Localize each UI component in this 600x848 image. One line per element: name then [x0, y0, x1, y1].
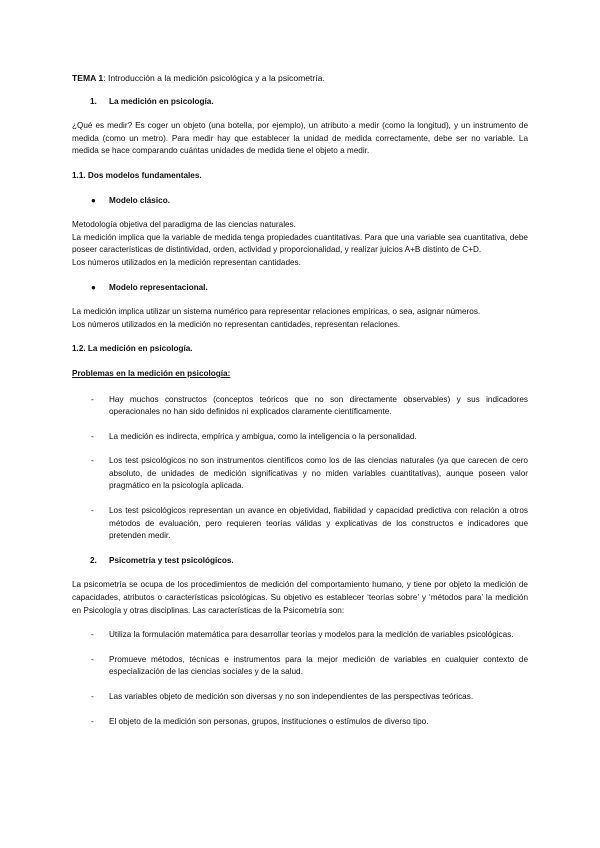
section-heading-text: La medición en psicología. — [109, 96, 214, 106]
intro-paragraph: ¿Qué es medir? Es coger un objeto (una botella, por ejemplo), un atributo a medir (como la longitud), y un instrumento de medida (como un metro). Para medir hay que establecer la unidad de medida correctamente, debe ser no variable. La medida se hace comparando cuántas unidades de medida tiene el objeto a medir. — [72, 121, 528, 156]
section-1-1-heading: 1.1. Dos modelos fundamentales. — [72, 170, 202, 180]
document-title — [72, 72, 528, 85]
list-item — [72, 691, 528, 704]
dash-marker: - — [91, 630, 94, 640]
paragraph-line: La medición implica que la variable de medida tenga propiedades cuantitativas. Para que una variable sea cuantitativa, debe poseer características de distintividad, orden, actividad y proporcionalidad, y realizar juicios A+B distinto de C+D. — [72, 232, 528, 255]
paragraph-line: La medición implica utilizar un sistema numérico para representar relaciones empíricas, o sea, asignar números. — [72, 307, 481, 317]
psychometrics-paragraph: La psicometría se ocupa de los procedimientos de medición del comportamiento humano, y tiene por objeto la medición de capacidades, atributos o características psicológicas. Su objetivo es establecer ‘teorías sobre’ y ‘métodos para’ la medición en Psicología y otras disciplinas. Las características de la Psicometría son: — [72, 580, 528, 615]
model-representational-heading — [72, 282, 528, 295]
list-item — [72, 505, 528, 543]
paragraph-line: Los números utilizados en la medición no representan cantidades, representan relaciones. — [72, 319, 401, 329]
list-item — [72, 394, 528, 419]
section-number: 1. — [90, 96, 97, 106]
list-item — [72, 716, 528, 729]
list-item — [72, 431, 528, 444]
model-representational-body — [72, 306, 528, 331]
title-text: : Introducción a la medición psicológica y a la psicometría. — [103, 73, 325, 83]
bullet-icon: ● — [91, 282, 96, 292]
list-item — [72, 455, 528, 493]
model-classic-heading — [72, 195, 528, 208]
dash-marker: - — [91, 506, 94, 516]
bullet-icon: ● — [91, 195, 96, 205]
bullet-text: Modelo representacional. — [109, 282, 208, 292]
paragraph-line: Metodología objetiva del paradigma de las ciencias naturales. — [72, 220, 296, 230]
title-prefix: TEMA 1 — [72, 73, 104, 83]
bullet-text: Modelo clásico. — [109, 195, 170, 205]
section-1-2-heading: 1.2. La medición en psicología. — [72, 344, 193, 354]
dash-marker: - — [91, 716, 94, 726]
list-item-text: La medición es indirecta, empírica y ambigua, como la inteligencia o la personalidad. — [109, 431, 417, 441]
paragraph-line: Los números utilizados en la medición representan cantidades. — [72, 257, 301, 267]
model-classic-body — [72, 219, 528, 269]
dash-marker: - — [91, 456, 94, 466]
dash-marker: - — [91, 431, 94, 441]
section-heading-text: Psicometría y test psicológicos. — [109, 555, 234, 565]
list-item — [72, 629, 528, 642]
dash-marker: - — [91, 654, 94, 664]
section-number: 2. — [90, 555, 97, 565]
list-item-text: El objeto de la medición son personas, grupos, instituciones o estímulos de diverso tipo. — [109, 716, 429, 726]
list-item-text: Los test psicológicos no son instrumentos científicos como los de las ciencias naturales (ya que carecen de cero absoluto, de unidades de medición significativas y no miden variables cuantitativas), aunque poseen valor pragmático en la psicología aplicada. — [109, 456, 528, 491]
problems-heading: Problemas en la medición en psicología: — [72, 368, 231, 378]
list-item-text: Promueve métodos, técnicas e instrumentos para la mejor medición de variables en cualquier contexto de especialización de las ciencias sociales y de la salud. — [109, 654, 528, 677]
dash-marker: - — [91, 394, 94, 404]
document-page — [72, 72, 528, 740]
list-item-text: Los test psicológicos representan un avance en objetividad, fiabilidad y capacidad predictiva con relación a otros métodos de evaluación, pero requieren teorías válidas y explicativas de los constructos e indicadores que pretenden medir. — [109, 506, 528, 541]
list-item — [72, 654, 528, 679]
list-item-text: Utiliza la formulación matemática para desarrollar teorías y modelos para la medición de variables psicológicas. — [109, 630, 514, 640]
list-item-text: Las variables objeto de medición son diversas y no son independientes de las perspectivas teóricas. — [109, 692, 474, 701]
section-1-heading — [72, 96, 528, 109]
dash-marker: - — [91, 692, 94, 701]
list-item-text: Hay muchos constructos (conceptos teóricos que no son directamente observables) y sus indicadores operacionales no han sido definidos ni explicados claramente científicamente. — [109, 394, 528, 417]
section-2-heading — [72, 555, 528, 568]
